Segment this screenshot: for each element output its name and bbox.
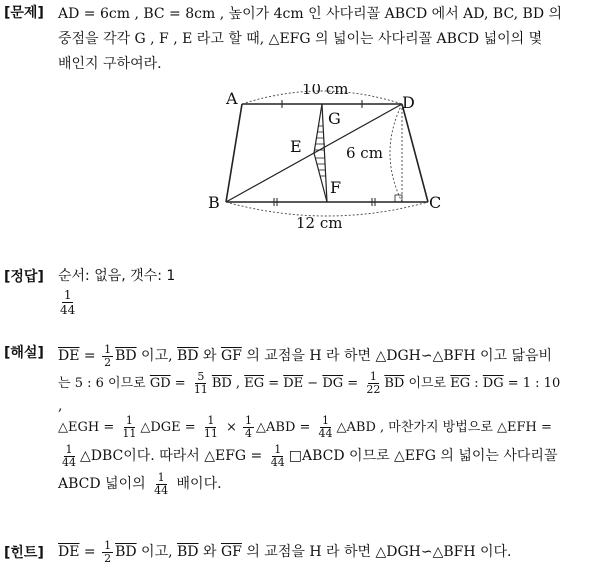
hint-tag: [힌트]: [4, 545, 44, 561]
text-solution-l4-f2n: 1: [207, 414, 215, 427]
solution-line-2: [58, 370, 586, 398]
text-hint-d: $\overline{BD}$: [177, 544, 199, 560]
text-solution-l2-k: =: [343, 376, 363, 391]
label-bottom-length: 12 cm: [296, 214, 343, 232]
label-b: B: [208, 193, 220, 212]
solution-tag: [해설]: [4, 345, 44, 361]
label-e: E: [290, 137, 302, 156]
text-solution-l2-q: = 1 : 10: [503, 376, 561, 391]
fraction: [120, 415, 138, 440]
fraction: [102, 540, 113, 565]
label-top-length: 10 cm: [302, 84, 349, 98]
problem-line-2: 중점을 각각 G , F , E 라고 할 때, △EFG 의 넓이는 사다리꼴 ABCD 넓이의 몇: [58, 31, 543, 47]
text-solution-l4-b: △DGE =: [140, 420, 200, 435]
fraction: [243, 415, 254, 440]
dim-height-arc: [390, 104, 402, 202]
fraction: [202, 415, 220, 440]
label-f: F: [330, 178, 342, 197]
solution-line-3: ,: [58, 398, 63, 414]
text-hint-b: $\overline{BD}$: [115, 544, 137, 560]
text-solution-l2-l: $\overline{BD}$: [384, 376, 405, 391]
text-solution-l4-f4n: 1: [322, 414, 330, 427]
text-solution-l1-e: 와: [198, 348, 221, 364]
solution-line-1: [58, 342, 586, 370]
problem-line-1: AD = 6cm , BC = 8cm , 높이가 4cm 인 사다리꼴 ABCD 에서 AD, BC, BD 의: [58, 6, 563, 22]
text-solution-l2-f1n: 5: [197, 370, 205, 383]
text-solution-l1-eq: =: [79, 348, 101, 364]
text-hint-g: 의 교점을 H 라 하면 △DGH∽△BFH 이다.: [241, 544, 512, 560]
text-solution-l4-a: △EGH =: [58, 420, 119, 435]
problem-tag: [문제]: [4, 5, 44, 21]
text-hint-fn: 1: [104, 538, 112, 552]
segment-eg: [314, 104, 322, 153]
text-solution-l6-a: ABCD 넓이의: [58, 476, 151, 492]
text-solution-l2-f: $\overline{EG}$: [244, 376, 265, 391]
text-hint-c: 이고,: [136, 544, 178, 560]
answer-tag: [정답]: [4, 269, 44, 285]
text-solution-l2-a: 는 5 : 6 이므로: [58, 376, 150, 391]
text-solution-l1-a: $\overline{DE}$: [58, 348, 80, 364]
text-solution-l2-f2d: 22: [366, 383, 381, 396]
fraction: [152, 472, 170, 497]
label-c: C: [429, 193, 442, 212]
text-hint-fd: 2: [104, 551, 112, 565]
text-solution-l2-p: $\overline{DG}$: [482, 376, 504, 391]
text-solution-l2-m: 이므로: [404, 376, 451, 391]
text-solution-l2-c: =: [170, 376, 190, 391]
fraction: [102, 344, 113, 369]
text-solution-l2-d: $\overline{BD}$: [211, 376, 232, 391]
text-solution-l2-f2n: 1: [369, 370, 377, 383]
text-solution-l5-b: □ABCD 이므로 △EFG 의 넓이는 사다리꼴: [288, 448, 558, 464]
fraction: [269, 444, 287, 469]
text-solution-l2-n: $\overline{EG}$: [450, 376, 471, 391]
answer-fraction: [58, 288, 586, 317]
text-solution-l2-o: :: [470, 376, 483, 391]
text-solution-l2-h: $\overline{DE}$: [283, 376, 304, 391]
text-solution-l5-a: △DBC이다. 따라서 △EFG =: [80, 448, 267, 464]
solution-line-5: [58, 442, 586, 470]
text-solution-l5-f1n: 1: [65, 442, 73, 456]
text-solution-l1-frac-num: 1: [104, 342, 112, 356]
text-solution-l2-i: −: [303, 376, 323, 391]
right-angle-mark: [395, 195, 402, 202]
trapezoid-figure: [196, 84, 456, 234]
fraction: [58, 288, 77, 317]
answer-frac-num: 1: [63, 288, 72, 302]
label-height-length: 6 cm: [346, 144, 383, 162]
label-d: D: [402, 93, 415, 112]
text-solution-l6-fn: 1: [157, 470, 165, 484]
solution-line-4: [58, 414, 586, 442]
text-solution-l2-j: $\overline{DG}$: [322, 376, 344, 391]
text-solution-l6-fd: 44: [154, 483, 169, 497]
text-solution-l4-c: ×: [221, 420, 241, 435]
text-hint-eq: =: [79, 544, 101, 560]
text-hint-e: 와: [198, 544, 221, 560]
fraction: [192, 371, 210, 396]
text-solution-l4-f2d: 11: [203, 427, 218, 440]
text-solution-l6-b: 배이다.: [172, 476, 222, 492]
text-hint-f: $\overline{GF}$: [220, 544, 242, 560]
label-a: A: [226, 89, 238, 108]
text-solution-l4-e: △ABD , 마찬가지 방법으로 △EFH =: [336, 420, 552, 435]
text-solution-l1-f: $\overline{GF}$: [220, 348, 242, 364]
text-solution-l4-f1n: 1: [125, 414, 133, 427]
text-solution-l1-b: $\overline{BD}$: [115, 348, 137, 364]
text-solution-l1-g: 의 교점을 H 라 하면 △DGH∽△BFH 이고 닮음비: [241, 348, 553, 364]
text-hint-a: $\overline{DE}$: [58, 544, 80, 560]
text-solution-l2-b: $\overline{GD}$: [149, 376, 171, 391]
answer-frac-den: 44: [60, 303, 76, 317]
problem-text: [58, 2, 586, 77]
text-solution-l2-e: ,: [231, 376, 245, 391]
answer-text: 순서: 없음, 갯수: 1: [58, 268, 176, 284]
text-solution-l5-f1d: 44: [62, 455, 76, 469]
side-ab: [226, 104, 242, 202]
side-cd: [402, 104, 428, 202]
text-solution-l1-frac-den: 2: [104, 355, 112, 369]
text-solution-l4-f3d: 4: [245, 427, 252, 440]
fraction: [364, 371, 382, 396]
text-solution-l4-f4d: 44: [318, 427, 333, 440]
text-solution-l4-d: △ABD =: [256, 420, 315, 435]
text-solution-l4-f3n: 1: [245, 414, 252, 427]
label-g: G: [328, 109, 341, 128]
text-solution-l4-f1d: 11: [122, 427, 137, 440]
text-solution-l2-f1d: 11: [193, 383, 208, 396]
text-solution-l2-g: =: [264, 376, 284, 391]
fraction: [317, 415, 335, 440]
problem-line-3: 배인지 구하여라.: [58, 56, 162, 72]
text-solution-l5-f2n: 1: [274, 442, 282, 456]
text-solution-l1-c: 이고,: [136, 348, 178, 364]
text-solution-l5-f2d: 44: [270, 455, 285, 469]
solution-line-6: [58, 470, 586, 498]
text-solution-l1-d: $\overline{BD}$: [177, 348, 199, 364]
fraction: [60, 444, 78, 469]
hint-line: [58, 538, 586, 566]
